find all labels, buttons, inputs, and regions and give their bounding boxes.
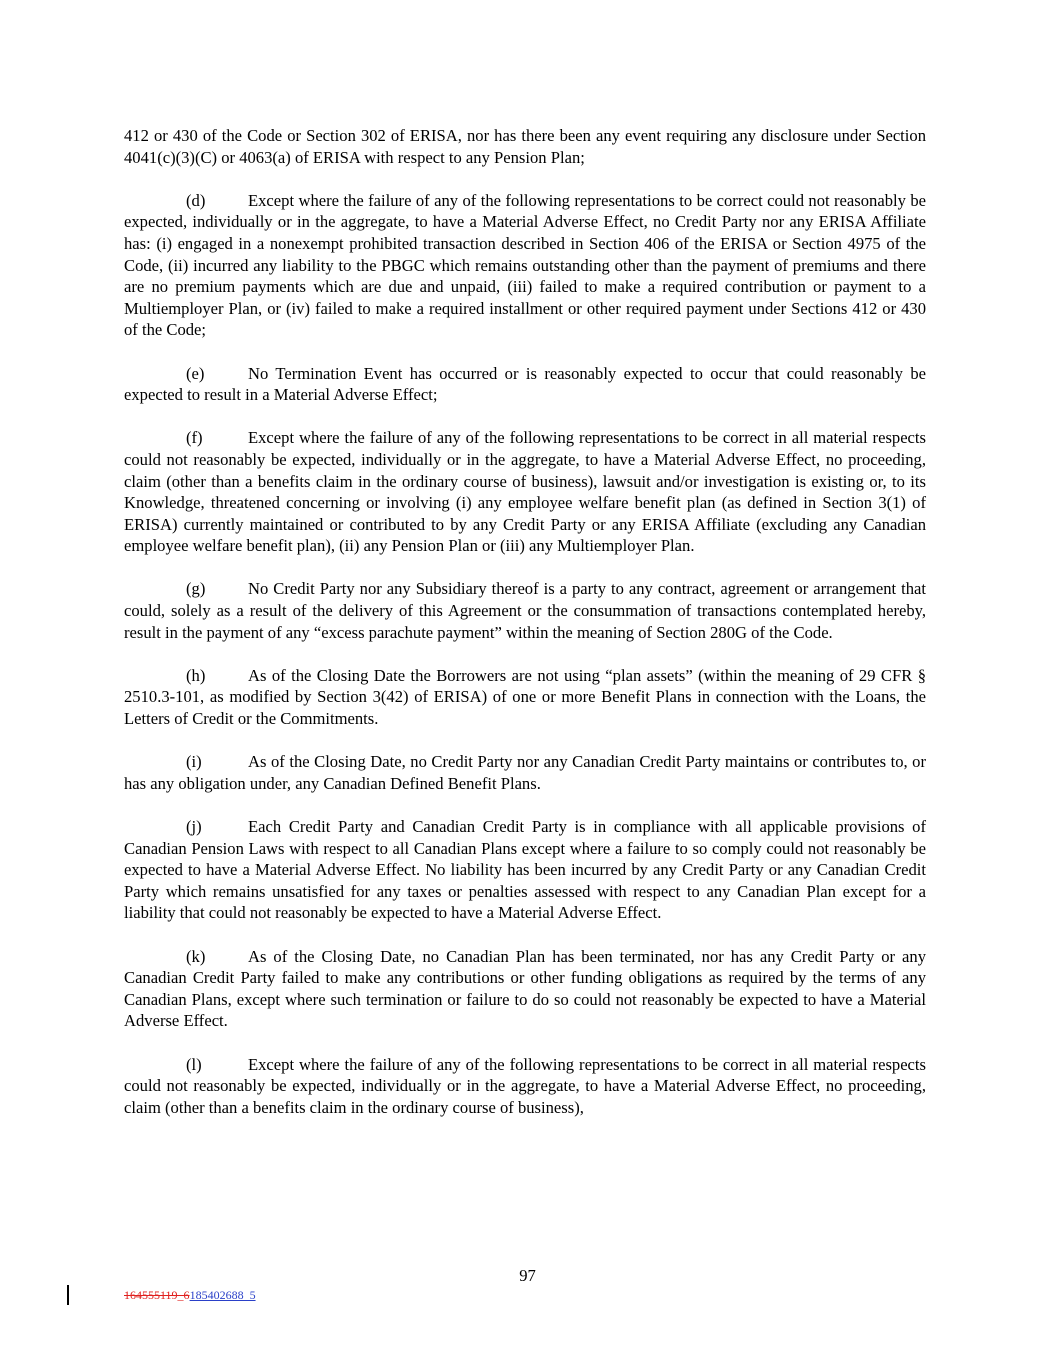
paragraph-i [124, 751, 926, 794]
paragraph-e [124, 363, 926, 406]
paragraph-text: As of the Closing Date, no Credit Party nor any Canadian Credit Party maintains or contributes to, or has any obligation under, any Canadian Defined Benefit Plans. [124, 752, 926, 793]
paragraph-d [124, 190, 926, 341]
paragraph-label: (k) [186, 946, 206, 966]
paragraph-l [124, 1054, 926, 1119]
paragraph-text: No Termination Event has occurred or is reasonably expected to occur that could reasonably be expected to result in a Material Adverse Effect; [124, 363, 926, 405]
paragraph-label: (d) [186, 190, 206, 210]
paragraph-text: Except where the failure of any of the following representations to be correct in all material respects could not reasonably be expected, individually or in the aggregate, to have a Material Adverse Effect, no proceeding, claim (other than a benefits claim in the ordinary course of business), lawsuit and/or investigation is existing or, to its Knowledge, threatened concerning or involving (i) any employee welfare benefit plan (as defined in Section 3(1) of ERISA) currently maintained or contributed to by any Credit Party or any ERISA Affiliate (excluding any Canadian employee welfare benefit plan), (ii) any Pension Plan or (iii) any Multiemployer Plan. [124, 428, 926, 556]
paragraph-text: As of the Closing Date, no Canadian Plan has been terminated, nor has any Credit Party or any Canadian Credit Party failed to make any contributions or other funding obligations as required by the terms of any Canadian Plans, except where such termination or failure to do so could not reasonably be expected to have a Material Adverse Effect. [124, 946, 926, 1031]
paragraph-f [124, 427, 926, 557]
paragraph-j [124, 816, 926, 924]
document-id-inserted: 185402688_5 [189, 1288, 256, 1302]
paragraph-label: (h) [186, 665, 206, 685]
paragraph-label: (i) [186, 752, 202, 772]
document-id-deleted: 164555119_6 [124, 1288, 190, 1302]
paragraph-label: (e) [186, 363, 205, 383]
paragraph-text: Except where the failure of any of the following representations to be correct in all material respects could not reasonably be expected, individually or in the aggregate, to have a Material Adverse Effect, no proceeding, claim (other than a benefits claim in the ordinary course of business), [124, 1054, 926, 1117]
paragraph-label: (g) [186, 579, 206, 599]
paragraph-label: (f) [186, 428, 203, 448]
paragraph-text: As of the Closing Date the Borrowers are not using “plan assets” (within the meaning of 29 CFR § 2510.3-101, as modified by Section 3(42) of ERISA) of one or more Benefit Plans in connection with the Loans, the Letters of Credit or the Commitments. [124, 665, 926, 729]
paragraph-text: Except where the failure of any of the following representations to be correct could not reasonably be expected, individually or in the aggregate, to have a Material Adverse Effect, no Credit Party nor any ERISA Affiliate has: (i) engaged in a nonexempt prohibited transaction described in Section 406 of the ERISA or Section 4975 of the Code, (ii) incurred any liability to the PBGC which remains outstanding other than the payment of premiums and there are no premium payments which are due and unpaid, (iii) failed to make a required contribution or payment to a Multiemployer Plan, or (iv) failed to make a required installment or other required payment under Sections 412 or 430 of the Code; [124, 190, 926, 340]
paragraph-label: (j) [186, 817, 202, 836]
page-number: 97 [519, 1266, 536, 1285]
paragraph-h [124, 665, 926, 730]
paragraph-label: (l) [186, 1054, 202, 1074]
document-id [124, 1288, 256, 1302]
paragraph-k [124, 946, 926, 1032]
document-body [124, 125, 926, 1140]
continuation-paragraph: 412 or 430 of the Code or Section 302 of ERISA, nor has there been any event requiring any disclosure under Section 4041(c)(3)(C) or 4063(a) of ERISA with respect to any Pension Plan; [124, 126, 926, 167]
paragraph-g [124, 578, 926, 643]
paragraph-text: No Credit Party nor any Subsidiary thereof is a party to any contract, agreement or arrangement that could, solely as a result of the delivery of this Agreement or the consummation of transactions contemplated hereby, result in the payment of any “excess parachute payment” within the meaning of Section 280G of the Code. [124, 579, 926, 642]
revision-change-bar [67, 1285, 69, 1305]
paragraph-text: Each Credit Party and Canadian Credit Party is in compliance with all applicable provisions of Canadian Pension Laws with respect to all Canadian Plans except where a failure to so comply could not reasonably be expected to have a Material Adverse Effect. No liability has been incurred by any Credit Party or any Canadian Credit Party which remains unsatisfied for any taxes or penalties assessed with respect to any Canadian Plan except for a liability that could not reasonably be expected to have a Material Adverse Effect. [124, 817, 926, 923]
